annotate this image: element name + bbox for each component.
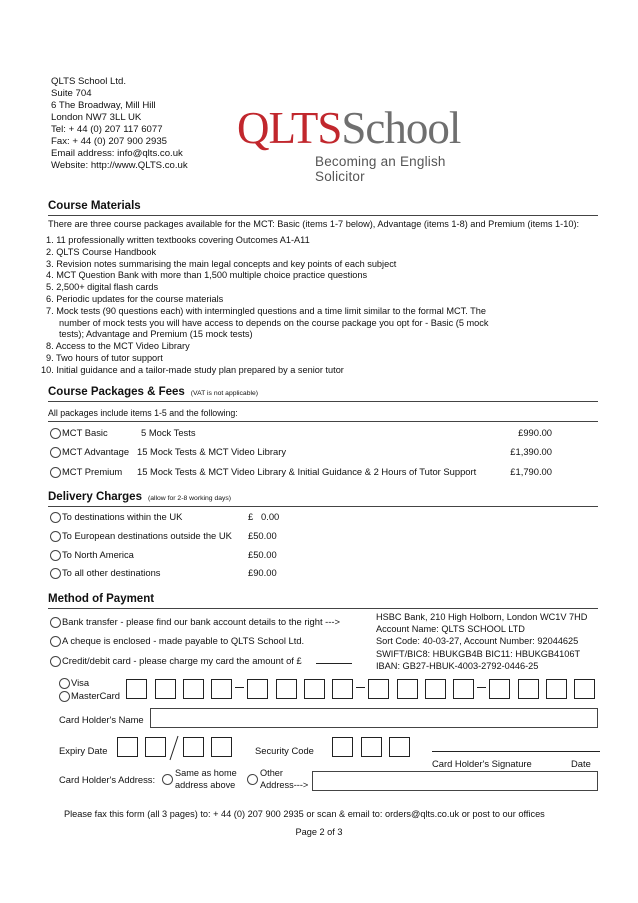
course-materials-title: Course Materials — [48, 200, 141, 212]
logo-tagline: Becoming an English Solicitor — [315, 154, 446, 184]
footer-instructions: Please fax this form (all 3 pages) to: + 44 (0) 207 900 2935 or scan & email to: orders@qlts.co.uk or post to our offices — [64, 809, 545, 819]
course-materials-intro: There are three course packages available for the MCT: Basic (items 1-7 below), Advantage (items 1-8) and Premium (items 1-10): — [48, 219, 580, 229]
bank-details: HSBC Bank, 210 High Holborn, London WC1V 7HD Account Name: QLTS SCHOOL LTD Sort Code: 40-03-27, Account Number: 92044625 SWIFT/BIC8: HBUKGB4B BIC11: HBUKGB4106T IBAN: GB27-HBUK-4003-2792-0446-25 — [376, 612, 588, 671]
address-same-label: Same as home address above — [175, 768, 237, 790]
address-same-radio[interactable] — [162, 774, 173, 785]
package-desc: 15 Mock Tests & MCT Video Library & Initial Guidance & 2 Hours of Tutor Support — [137, 466, 477, 477]
divider — [48, 506, 598, 507]
card-number-box[interactable] — [304, 679, 325, 699]
address-other-radio[interactable] — [247, 774, 258, 785]
package-basic-radio[interactable] — [50, 428, 61, 439]
payment-option-cheque: A cheque is enclosed - made payable to QLTS School Ltd. — [62, 635, 305, 646]
list-item: 3. Revision notes summarising the main legal concepts and key points of each subject — [46, 258, 397, 269]
list-item: 10. Initial guidance and a tailor-made study plan prepared by a senior tutor — [41, 364, 344, 375]
payment-title: Method of Payment — [48, 593, 155, 605]
delivery-title: Delivery Charges (allow for 2-8 working days) — [48, 491, 232, 503]
divider — [48, 608, 598, 609]
card-number-box[interactable] — [276, 679, 297, 699]
company-street: 6 The Broadway, Mill Hill — [51, 100, 156, 111]
package-advantage-radio[interactable] — [50, 447, 61, 458]
package-name: MCT Premium — [62, 466, 123, 477]
list-item: number of mock tests you will have access to depends on the course package you opt for - Basic (5 mock — [59, 317, 489, 328]
expiry-box[interactable] — [145, 737, 166, 757]
card-number-box[interactable] — [247, 679, 268, 699]
payment-cheque-radio[interactable] — [50, 636, 61, 647]
company-address — [51, 76, 188, 172]
card-number-box[interactable] — [368, 679, 389, 699]
delivery-price: £50.00 — [248, 530, 277, 541]
signature-line[interactable] — [432, 751, 600, 752]
list-item: 8. Access to the MCT Video Library — [46, 341, 190, 352]
company-fax: Fax: + 44 (0) 207 900 2935 — [51, 136, 168, 147]
address-other-label: Other Address---> — [260, 768, 309, 790]
list-item: 9. Two hours of tutor support — [46, 352, 163, 363]
package-name: MCT Advantage — [62, 446, 130, 457]
security-code-box[interactable] — [332, 737, 353, 757]
delivery-other-radio[interactable] — [50, 568, 61, 579]
company-tel: Tel: + 44 (0) 207 117 6077 — [51, 124, 163, 135]
card-mastercard-radio[interactable] — [59, 691, 70, 702]
card-number-separator — [235, 687, 244, 688]
list-item: 1. 11 professionally written textbooks covering Outcomes A1-A11 — [46, 235, 310, 245]
package-name: MCT Basic — [62, 427, 108, 438]
card-visa-radio[interactable] — [59, 678, 70, 689]
list-item: 5. 2,500+ digital flash cards — [46, 282, 159, 293]
list-item: 7. Mock tests (90 questions each) with intermingled questions and a time limit similar to the formal MCT. The — [46, 305, 486, 316]
delivery-price: £50.00 — [248, 549, 277, 560]
company-name: QLTS School Ltd. — [51, 76, 127, 87]
delivery-dest: To all other destinations — [62, 567, 161, 578]
packages-intro: All packages include items 1-5 and the following: — [48, 408, 238, 418]
list-item: 4. MCT Question Bank with more than 1,500 multiple choice practice questions — [46, 270, 368, 281]
card-holder-name-label: Card Holder's Name — [59, 714, 144, 725]
qlts-logo: QLTSSchool Becoming an English Solicitor — [237, 106, 487, 186]
card-number-box[interactable] — [183, 679, 204, 699]
delivery-north-america-radio[interactable] — [50, 550, 61, 561]
payment-option-card: Credit/debit card - please charge my card the amount of £ — [62, 655, 302, 666]
card-holder-name-field[interactable] — [150, 708, 598, 728]
card-holder-address-label: Card Holder's Address: — [59, 774, 156, 785]
packages-vat-note: (VAT is not applicable) — [190, 390, 259, 397]
security-code-box[interactable] — [361, 737, 382, 757]
security-code-label: Security Code — [255, 745, 314, 756]
delivery-europe-radio[interactable] — [50, 531, 61, 542]
delivery-price: £ 0.00 — [248, 511, 280, 522]
package-premium-radio[interactable] — [50, 467, 61, 478]
card-number-box[interactable] — [425, 679, 446, 699]
card-number-box[interactable] — [155, 679, 176, 699]
package-price: £1,790.00 — [510, 466, 552, 477]
card-number-separator — [356, 687, 365, 688]
date-label: Date — [571, 758, 591, 769]
page-number: Page 2 of 3 — [295, 827, 343, 837]
course-materials-list — [41, 235, 489, 377]
card-type-mastercard: MasterCard — [71, 690, 120, 701]
company-email: Email address: info@qlts.co.uk — [51, 148, 183, 159]
delivery-uk-radio[interactable] — [50, 512, 61, 523]
card-number-box[interactable] — [518, 679, 539, 699]
other-address-field[interactable] — [312, 771, 598, 791]
list-item: 2. QLTS Course Handbook — [46, 246, 157, 257]
signature-label: Card Holder's Signature — [432, 758, 532, 769]
list-item: tests); Advantage and Premium (15 mock tests) — [59, 329, 253, 340]
payment-bank-radio[interactable] — [50, 617, 61, 628]
card-number-box[interactable] — [332, 679, 353, 699]
card-number-box[interactable] — [453, 679, 474, 699]
company-city: London NW7 3LL UK — [51, 112, 142, 123]
card-number-box[interactable] — [211, 679, 232, 699]
package-desc: 5 Mock Tests — [141, 427, 196, 438]
package-desc: 15 Mock Tests & MCT Video Library — [137, 446, 287, 457]
security-code-box[interactable] — [389, 737, 410, 757]
delivery-note: (allow for 2-8 working days) — [147, 495, 232, 502]
divider — [48, 215, 598, 216]
expiry-box[interactable] — [211, 737, 232, 757]
card-number-separator — [477, 687, 486, 688]
package-price: £1,390.00 — [510, 446, 552, 457]
divider — [48, 421, 598, 422]
payment-option-bank: Bank transfer - please find our bank account details to the right ---> — [62, 616, 341, 627]
expiry-box[interactable] — [183, 737, 204, 757]
expiry-slash — [167, 734, 181, 762]
delivery-price: £90.00 — [248, 567, 277, 578]
card-amount-field[interactable] — [316, 663, 352, 664]
delivery-dest: To destinations within the UK — [62, 511, 183, 522]
card-number-box[interactable] — [546, 679, 567, 699]
expiry-date-label: Expiry Date — [59, 745, 108, 756]
delivery-dest: To European destinations outside the UK — [62, 530, 232, 541]
card-type-visa: Visa — [71, 677, 90, 688]
card-number-box[interactable] — [397, 679, 418, 699]
payment-card-radio[interactable] — [50, 656, 61, 667]
divider — [48, 401, 598, 402]
list-item: 6. Periodic updates for the course materials — [46, 293, 224, 304]
card-number-box[interactable] — [489, 679, 510, 699]
packages-title: Course Packages & Fees (VAT is not applicable) — [48, 386, 259, 398]
card-number-box[interactable] — [574, 679, 595, 699]
company-website: Website: http://www.QLTS.co.uk — [51, 160, 188, 171]
delivery-dest: To North America — [62, 549, 134, 560]
expiry-box[interactable] — [117, 737, 138, 757]
package-price: £990.00 — [518, 427, 552, 438]
company-suite: Suite 704 — [51, 88, 92, 99]
card-number-box[interactable] — [126, 679, 147, 699]
